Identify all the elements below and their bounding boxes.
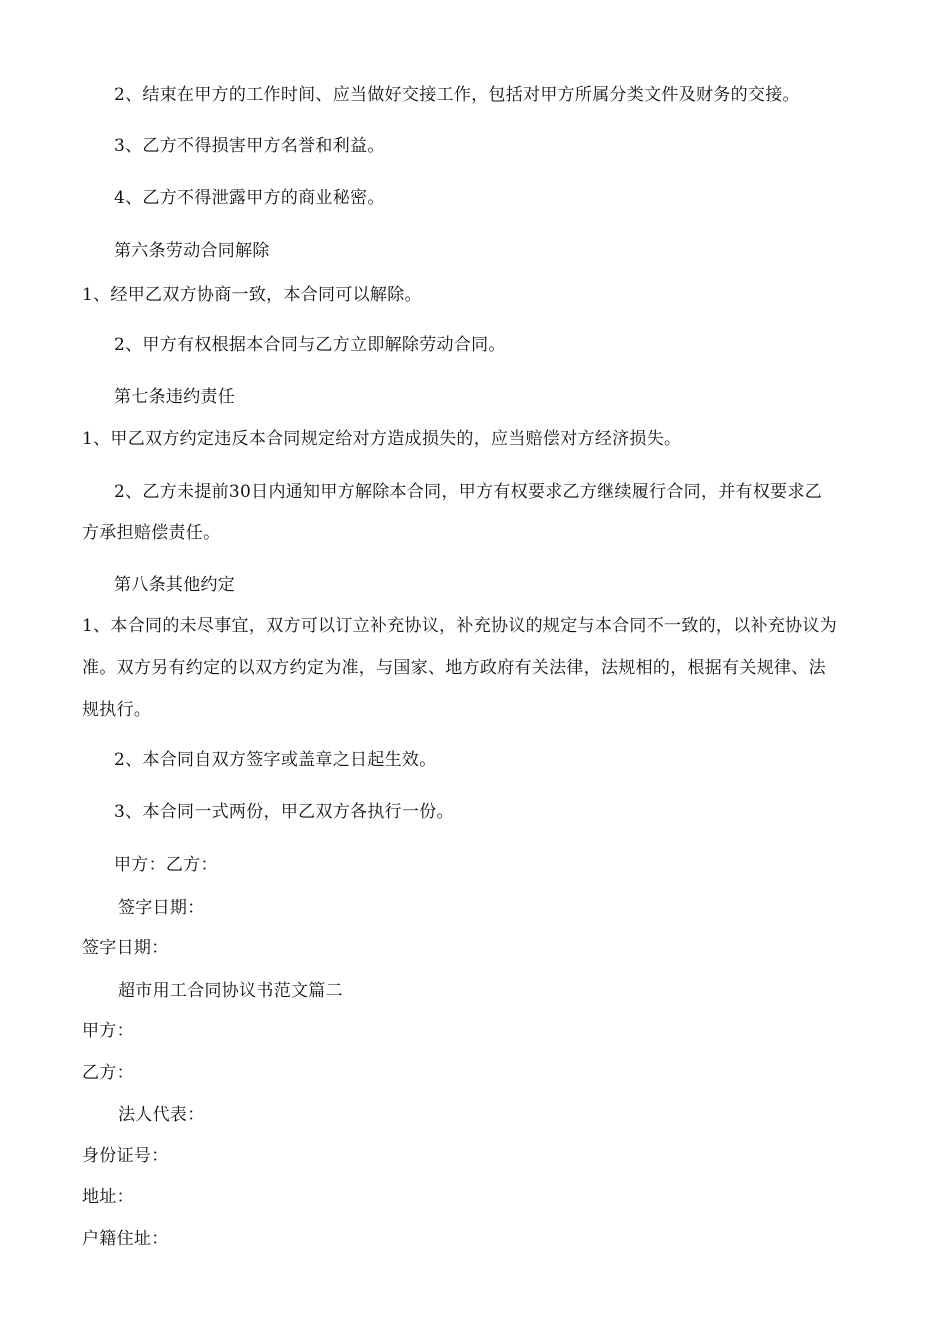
clause-5-item-2: 2、结束在甲方的工作时间、应当做好交接工作，包括对甲方所属分类文件及财务的交接。 bbox=[114, 85, 800, 105]
household-address-label: 户籍住址： bbox=[82, 1229, 169, 1249]
clause-6-item-1: 1、经甲乙双方协商一致，本合同可以解除。 bbox=[82, 285, 422, 305]
id-number-label: 身份证号： bbox=[82, 1146, 169, 1166]
clause-5-item-4: 4、乙方不得泄露甲方的商业秘密。 bbox=[114, 188, 385, 208]
clause-6-item-2: 2、甲方有权根据本合同与乙方立即解除劳动合同。 bbox=[114, 335, 506, 355]
section-heading-8: 第八条其他约定 bbox=[114, 575, 236, 595]
address-label: 地址： bbox=[82, 1187, 134, 1207]
party-b-label: 乙方： bbox=[82, 1063, 134, 1083]
signature-date-1: 签字日期： bbox=[118, 898, 205, 918]
clause-8-item-3: 3、本合同一式两份，甲乙双方各执行一份。 bbox=[114, 802, 454, 822]
clause-7-item-2-line-2: 方承担赔偿责任。 bbox=[82, 523, 221, 543]
signature-parties: 甲方：乙方： bbox=[114, 855, 218, 875]
clause-8-item-2: 2、本合同自双方签字或盖章之日起生效。 bbox=[114, 750, 437, 770]
section-title-part-two: 超市用工合同协议书范文篇二 bbox=[118, 981, 343, 1001]
party-a-label: 甲方： bbox=[82, 1021, 134, 1041]
section-heading-7: 第七条违约责任 bbox=[114, 387, 236, 407]
clause-5-item-3: 3、乙方不得损害甲方名誉和利益。 bbox=[114, 136, 385, 156]
section-heading-6: 第六条劳动合同解除 bbox=[114, 241, 270, 261]
legal-representative-label: 法人代表： bbox=[118, 1105, 205, 1125]
clause-8-item-1-line-3: 规执行。 bbox=[82, 700, 152, 720]
clause-7-item-1: 1、甲乙双方约定违反本合同规定给对方造成损失的，应当赔偿对方经济损失。 bbox=[82, 429, 682, 449]
clause-7-item-2-line-1: 2、乙方未提前30日内通知甲方解除本合同，甲方有权要求乙方继续履行合同，并有权要求乙 bbox=[114, 482, 823, 502]
clause-8-item-1-line-1: 1、本合同的未尽事宜，双方可以订立补充协议，补充协议的规定与本合同不一致的，以补充协议为 bbox=[82, 616, 838, 636]
signature-date-2: 签字日期： bbox=[82, 938, 169, 958]
clause-8-item-1-line-2: 准。双方另有约定的以双方约定为准，与国家、地方政府有关法律，法规相的，根据有关规律、法 bbox=[82, 658, 826, 678]
